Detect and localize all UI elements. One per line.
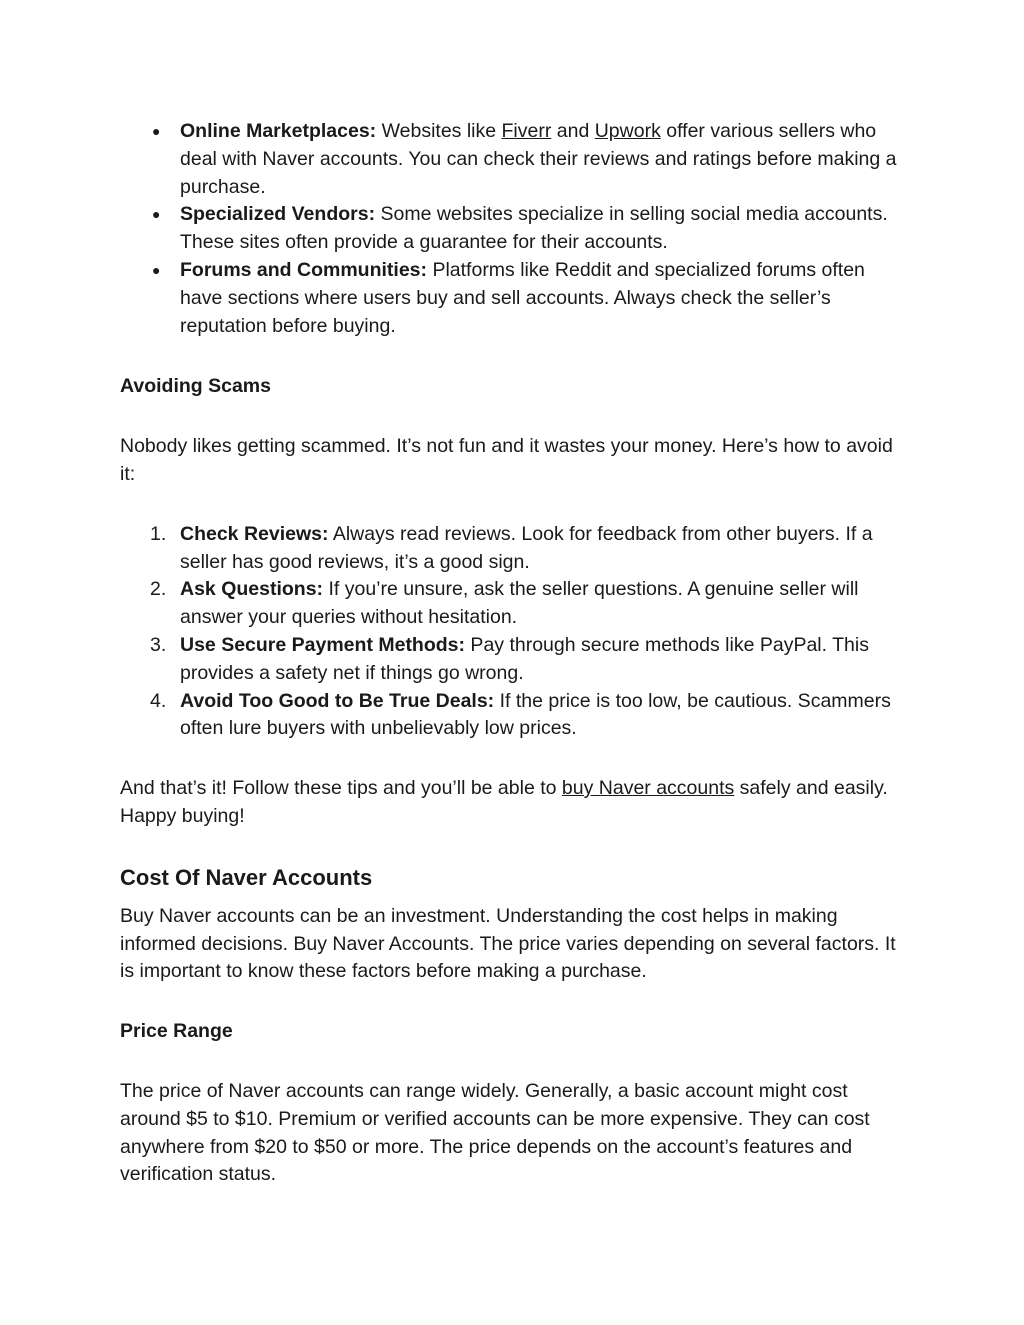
sources-list xyxy=(120,118,910,340)
avoiding-scams-intro: Nobody likes getting scammed. It’s not fun and it wastes your money. Here’s how to avoid it: xyxy=(120,435,893,485)
bullet-marker: ● xyxy=(152,261,161,278)
step-number: 2. xyxy=(150,578,167,601)
cost-intro: Buy Naver accounts can be an investment. Understanding the cost helps in making informed decisions. Buy Naver Accounts. The price varies depending on several factors. It is important to know these factors before making a purchase. xyxy=(120,904,896,983)
price-range-heading: Price Range xyxy=(120,1020,233,1043)
item-title: Forums and Communities: xyxy=(180,258,428,281)
step-number: 3. xyxy=(150,633,167,656)
list-item xyxy=(120,521,910,577)
item-text: offer various sellers who deal with Naver accounts. You can check their reviews and ratings before making a purchase. xyxy=(180,120,897,198)
closing-text: safely and easily. Happy buying! xyxy=(120,777,888,827)
item-text: Pay through secure methods like PayPal. This provides a safety net if things go wrong. xyxy=(180,633,869,684)
step-number: 1. xyxy=(150,522,167,545)
item-text: Platforms like Reddit and specialized forums often have sections where users buy and sell accounts. Always check the seller’s reputation before buying. xyxy=(180,258,865,337)
item-text: Always read reviews. Look for feedback from other buyers. If a seller has good reviews, it’s a good sign. xyxy=(180,522,873,573)
item-text: If the price is too low, be cautious. Scammers often lure buyers with unbelievably low prices. xyxy=(180,689,891,740)
avoiding-scams-heading: Avoiding Scams xyxy=(120,375,271,398)
price-range-text: The price of Naver accounts can range widely. Generally, a basic account might cost around $5 to $10. Premium or verified accounts can be more expensive. They can cost anywhere from $20 to $50 or more. The price depends on the account’s features and verification status. xyxy=(120,1079,870,1186)
buy-naver-accounts-link[interactable]: buy Naver accounts xyxy=(561,777,735,800)
list-item xyxy=(120,576,910,632)
list-item xyxy=(120,201,910,257)
bullet-marker: ● xyxy=(152,206,161,223)
bullet-marker: ● xyxy=(152,123,161,139)
list-item xyxy=(120,257,910,340)
list-item xyxy=(120,632,910,688)
list-item xyxy=(120,118,910,201)
item-title: Ask Questions: xyxy=(180,578,324,601)
item-title: Specialized Vendors: xyxy=(180,203,376,226)
item-title: Online Marketplaces: xyxy=(180,120,377,142)
document-page xyxy=(120,118,910,1189)
closing-paragraph xyxy=(120,775,910,831)
item-title: Use Secure Payment Methods: xyxy=(180,633,466,656)
item-title: Avoid Too Good to Be True Deals: xyxy=(180,689,495,712)
scam-tips-list xyxy=(120,521,910,743)
item-text: Some websites specialize in selling social media accounts. These sites often provide a guarantee for their accounts. xyxy=(180,203,888,254)
item-title: Check Reviews: xyxy=(180,522,329,545)
fiverr-link[interactable]: Fiverr xyxy=(501,120,552,142)
list-item xyxy=(120,688,910,744)
item-text: If you’re unsure, ask the seller questions. A genuine seller will answer your queries without hesitation. xyxy=(180,578,859,629)
item-text: and xyxy=(551,120,595,142)
closing-text: And that’s it! Follow these tips and you’ll be able to xyxy=(120,777,562,800)
step-number: 4. xyxy=(150,689,167,712)
item-text: Websites like xyxy=(376,120,502,142)
cost-heading: Cost Of Naver Accounts xyxy=(120,864,373,890)
upwork-link[interactable]: Upwork xyxy=(594,120,661,142)
